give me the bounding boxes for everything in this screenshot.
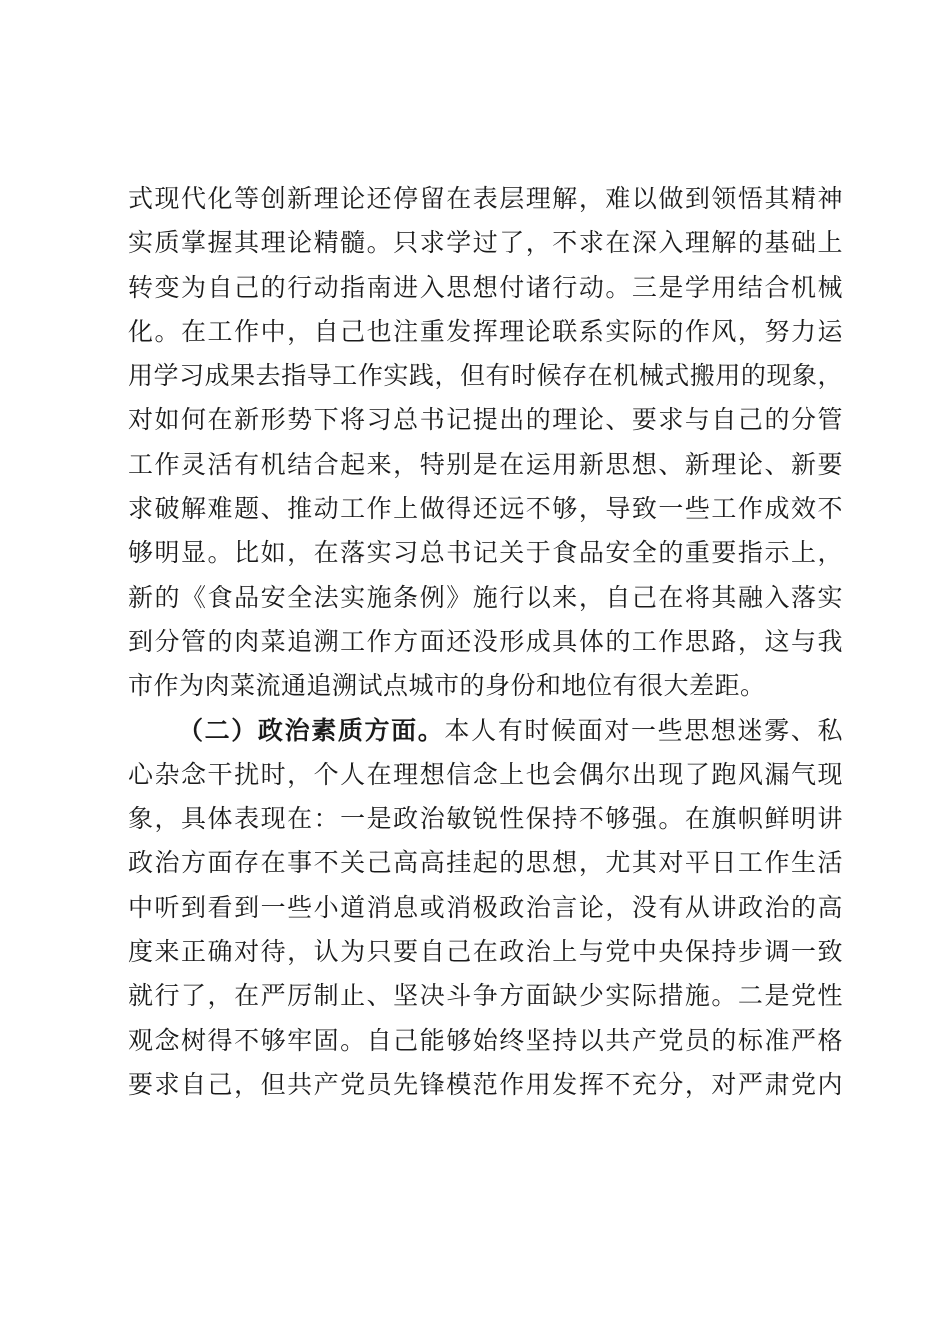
text-line: 观念树得不够牢固。自己能够始终坚持以共产党员的标准严格: [128, 1025, 843, 1055]
text-line: 度来正确对待，认为只要自己在政治上与党中央保持步调一致: [128, 937, 843, 967]
text-line: 工作灵活有机结合起来，特别是在运用新思想、新理论、新要: [128, 449, 843, 479]
text-line: 用学习成果去指导工作实践，但有时候存在机械式搬用的现象，: [128, 361, 843, 391]
text-line: 对如何在新形势下将习总书记提出的理论、要求与自己的分管: [128, 405, 843, 435]
text-line: 象，具体表现在：一是政治敏锐性保持不够强。在旗帜鲜明讲: [128, 804, 843, 834]
text-line: 市作为肉菜流通追溯试点城市的身份和地位有很大差距。: [128, 671, 766, 701]
text-line: 新的《食品安全法实施条例》施行以来，自己在将其融入落实: [128, 582, 843, 612]
text-line: 化。在工作中，自己也注重发挥理论联系实际的作风，努力运: [128, 316, 843, 346]
text-line: 求破解难题、推动工作上做得还远不够，导致一些工作成效不: [128, 494, 843, 524]
text-line: 心杂念干扰时，个人在理想信念上也会偶尔出现了跑风漏气现: [128, 759, 843, 789]
text-line: 实质掌握其理论精髓。只求学过了，不求在深入理解的基础上: [128, 228, 843, 258]
text-line: 中听到看到一些小道消息或消极政治言论，没有从讲政治的高: [128, 892, 843, 922]
text-line: 转变为自己的行动指南进入思想付诸行动。三是学用结合机械: [128, 272, 843, 302]
text-line: 式现代化等创新理论还停留在表层理解，难以做到领悟其精神: [128, 184, 843, 213]
section-heading-text: 本人有时候面对一些思想迷雾、私: [444, 715, 843, 745]
document-body: [128, 177, 843, 1107]
section-heading: （二）政治素质方面。: [178, 715, 445, 745]
section-first-line: [128, 709, 843, 753]
text-line: 够明显。比如，在落实习总书记关于食品安全的重要指示上，: [128, 538, 843, 568]
text-line: 政治方面存在事不关己高高挂起的思想，尤其对平日工作生活: [128, 848, 843, 878]
paragraph-political-quality: [128, 709, 843, 1108]
text-line: 到分管的肉菜追溯工作方面还没形成具体的工作思路，这与我: [128, 626, 843, 656]
text-line: 要求自己，但共产党员先锋模范作用发挥不充分，对严肃党内: [128, 1069, 843, 1099]
text-line: 就行了，在严厉制止、坚决斗争方面缺少实际措施。二是党性: [128, 981, 843, 1011]
paragraph-theory-study: [128, 177, 843, 709]
